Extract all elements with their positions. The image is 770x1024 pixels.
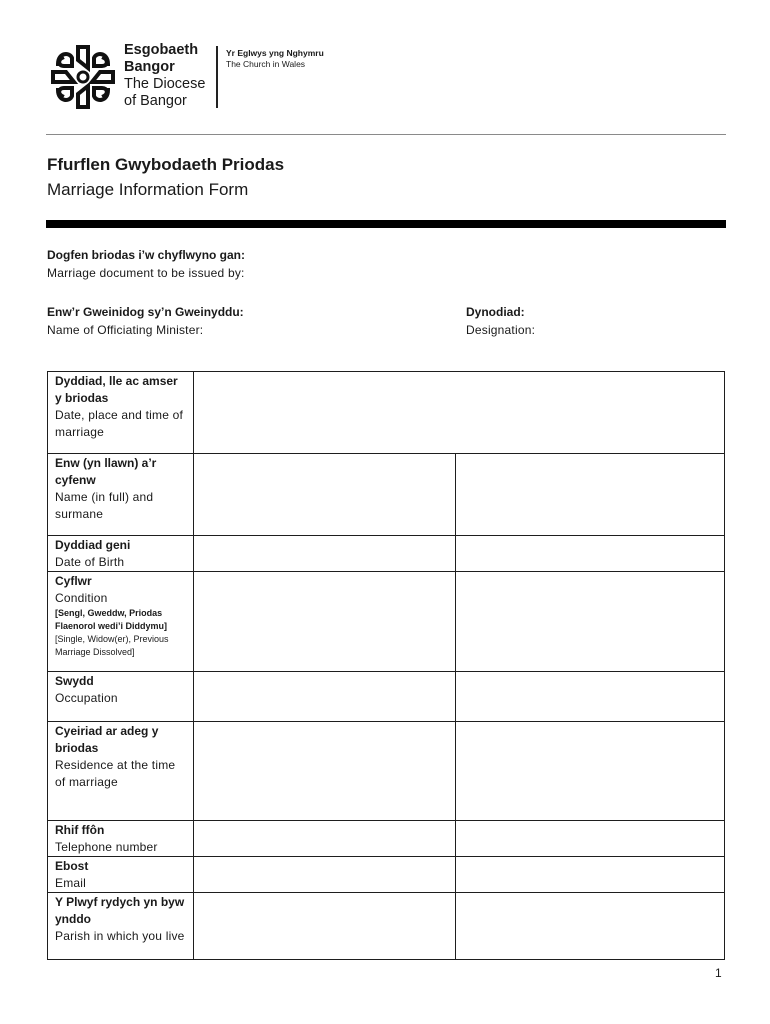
input-date-place-time[interactable]: [194, 372, 725, 454]
diocese-name-en-line1: The Diocese: [124, 76, 206, 92]
label-date-place-time: [48, 372, 194, 454]
designation-label-cy: Dynodiad:: [466, 305, 525, 319]
input-phone-party-1[interactable]: [194, 821, 456, 857]
label-occupation: [48, 672, 194, 722]
label-residence: [48, 722, 194, 821]
label-date-place-time-cy: Dyddiad, lle ac amser y briodas: [55, 374, 178, 405]
label-condition-note-cy: [Sengl, Gweddw, Priodas Flaenorol wedi’i Diddymu]: [55, 608, 168, 631]
label-name: [48, 454, 194, 536]
input-residence-party-2[interactable]: [456, 722, 725, 821]
minister-label-cy: Enw’r Gweinidog sy’n Gweinyddu:: [47, 305, 244, 319]
page-number: 1: [715, 966, 722, 980]
header: [50, 42, 450, 114]
label-occupation-cy: Swydd: [55, 674, 94, 688]
church-name-cy: Yr Eglwys yng Nghymru: [226, 48, 324, 58]
label-dob: [48, 536, 194, 572]
label-condition-en: Condition: [55, 591, 108, 605]
label-residence-en: Residence at the time of marriage: [55, 758, 176, 789]
diocese-name-block: [124, 42, 205, 110]
church-name-en: The Church in Wales: [226, 59, 306, 69]
table-row-dob: [48, 536, 725, 572]
diocese-name-en-line2: of Bangor: [124, 93, 187, 109]
diocese-name-cy-line2: Bangor: [124, 59, 175, 75]
table-row-occupation: [48, 672, 725, 722]
celtic-cross-knot-icon: [50, 44, 116, 110]
minister-label-en: Name of Officiating Minister:: [47, 323, 204, 337]
label-dob-cy: Dyddiad geni: [55, 538, 131, 552]
table-row-parish: [48, 893, 725, 960]
label-dob-en: Date of Birth: [55, 555, 125, 569]
label-name-cy: Enw (yn llawn) a’r cyfenw: [55, 456, 157, 487]
input-name-party-1[interactable]: [194, 454, 456, 536]
label-parish-en: Parish in which you live: [55, 929, 185, 943]
input-condition-party-2[interactable]: [456, 572, 725, 672]
label-occupation-en: Occupation: [55, 691, 118, 705]
input-occupation-party-1[interactable]: [194, 672, 456, 722]
input-email-party-1[interactable]: [194, 857, 456, 893]
label-email: [48, 857, 194, 893]
form-title-en: Marriage Information Form: [47, 180, 249, 199]
table-row-phone: [48, 821, 725, 857]
designation-label-en: Designation:: [466, 323, 536, 337]
table-row-condition: [48, 572, 725, 672]
input-condition-party-1[interactable]: [194, 572, 456, 672]
input-parish-party-2[interactable]: [456, 893, 725, 960]
input-parish-party-1[interactable]: [194, 893, 456, 960]
label-email-cy: Ebost: [55, 859, 89, 873]
church-name-block: [226, 48, 324, 70]
label-phone: [48, 821, 194, 857]
label-parish: [48, 893, 194, 960]
label-name-en: Name (in full) and surmane: [55, 490, 154, 521]
diocese-name-cy-line1: Esgobaeth: [124, 42, 199, 58]
input-occupation-party-2[interactable]: [456, 672, 725, 722]
issued-by-label-cy: Dogfen briodas i’w chyflwyno gan:: [47, 248, 246, 262]
table-row-date-place-time: [48, 372, 725, 454]
label-parish-cy: Y Plwyf rydych yn byw ynddo: [55, 895, 185, 926]
header-divider: [216, 46, 218, 108]
minister-field: [47, 303, 244, 339]
form-title-cy: Ffurflen Gwybodaeth Priodas: [47, 155, 285, 174]
designation-field: [466, 303, 535, 339]
label-email-en: Email: [55, 876, 87, 890]
label-date-place-time-en: Date, place and time of marriage: [55, 408, 184, 439]
input-email-party-2[interactable]: [456, 857, 725, 893]
input-phone-party-2[interactable]: [456, 821, 725, 857]
input-name-party-2[interactable]: [456, 454, 725, 536]
label-condition-cy: Cyflwr: [55, 574, 92, 588]
header-rule: [46, 134, 726, 135]
issued-by-field: [47, 246, 245, 282]
label-phone-cy: Rhif ffôn: [55, 823, 105, 837]
label-condition-note-en: [Single, Widow(er), Previous Marriage Dissolved]: [55, 634, 169, 657]
label-condition: [48, 572, 194, 672]
table-row-name: [48, 454, 725, 536]
input-dob-party-2[interactable]: [456, 536, 725, 572]
marriage-info-table: [47, 371, 725, 960]
input-dob-party-1[interactable]: [194, 536, 456, 572]
label-residence-cy: Cyeiriad ar adeg y briodas: [55, 724, 159, 755]
input-residence-party-1[interactable]: [194, 722, 456, 821]
issued-by-label-en: Marriage document to be issued by:: [47, 266, 245, 280]
label-phone-en: Telephone number: [55, 840, 158, 854]
table-row-email: [48, 857, 725, 893]
title-rule: [46, 220, 726, 228]
table-row-residence: [48, 722, 725, 821]
